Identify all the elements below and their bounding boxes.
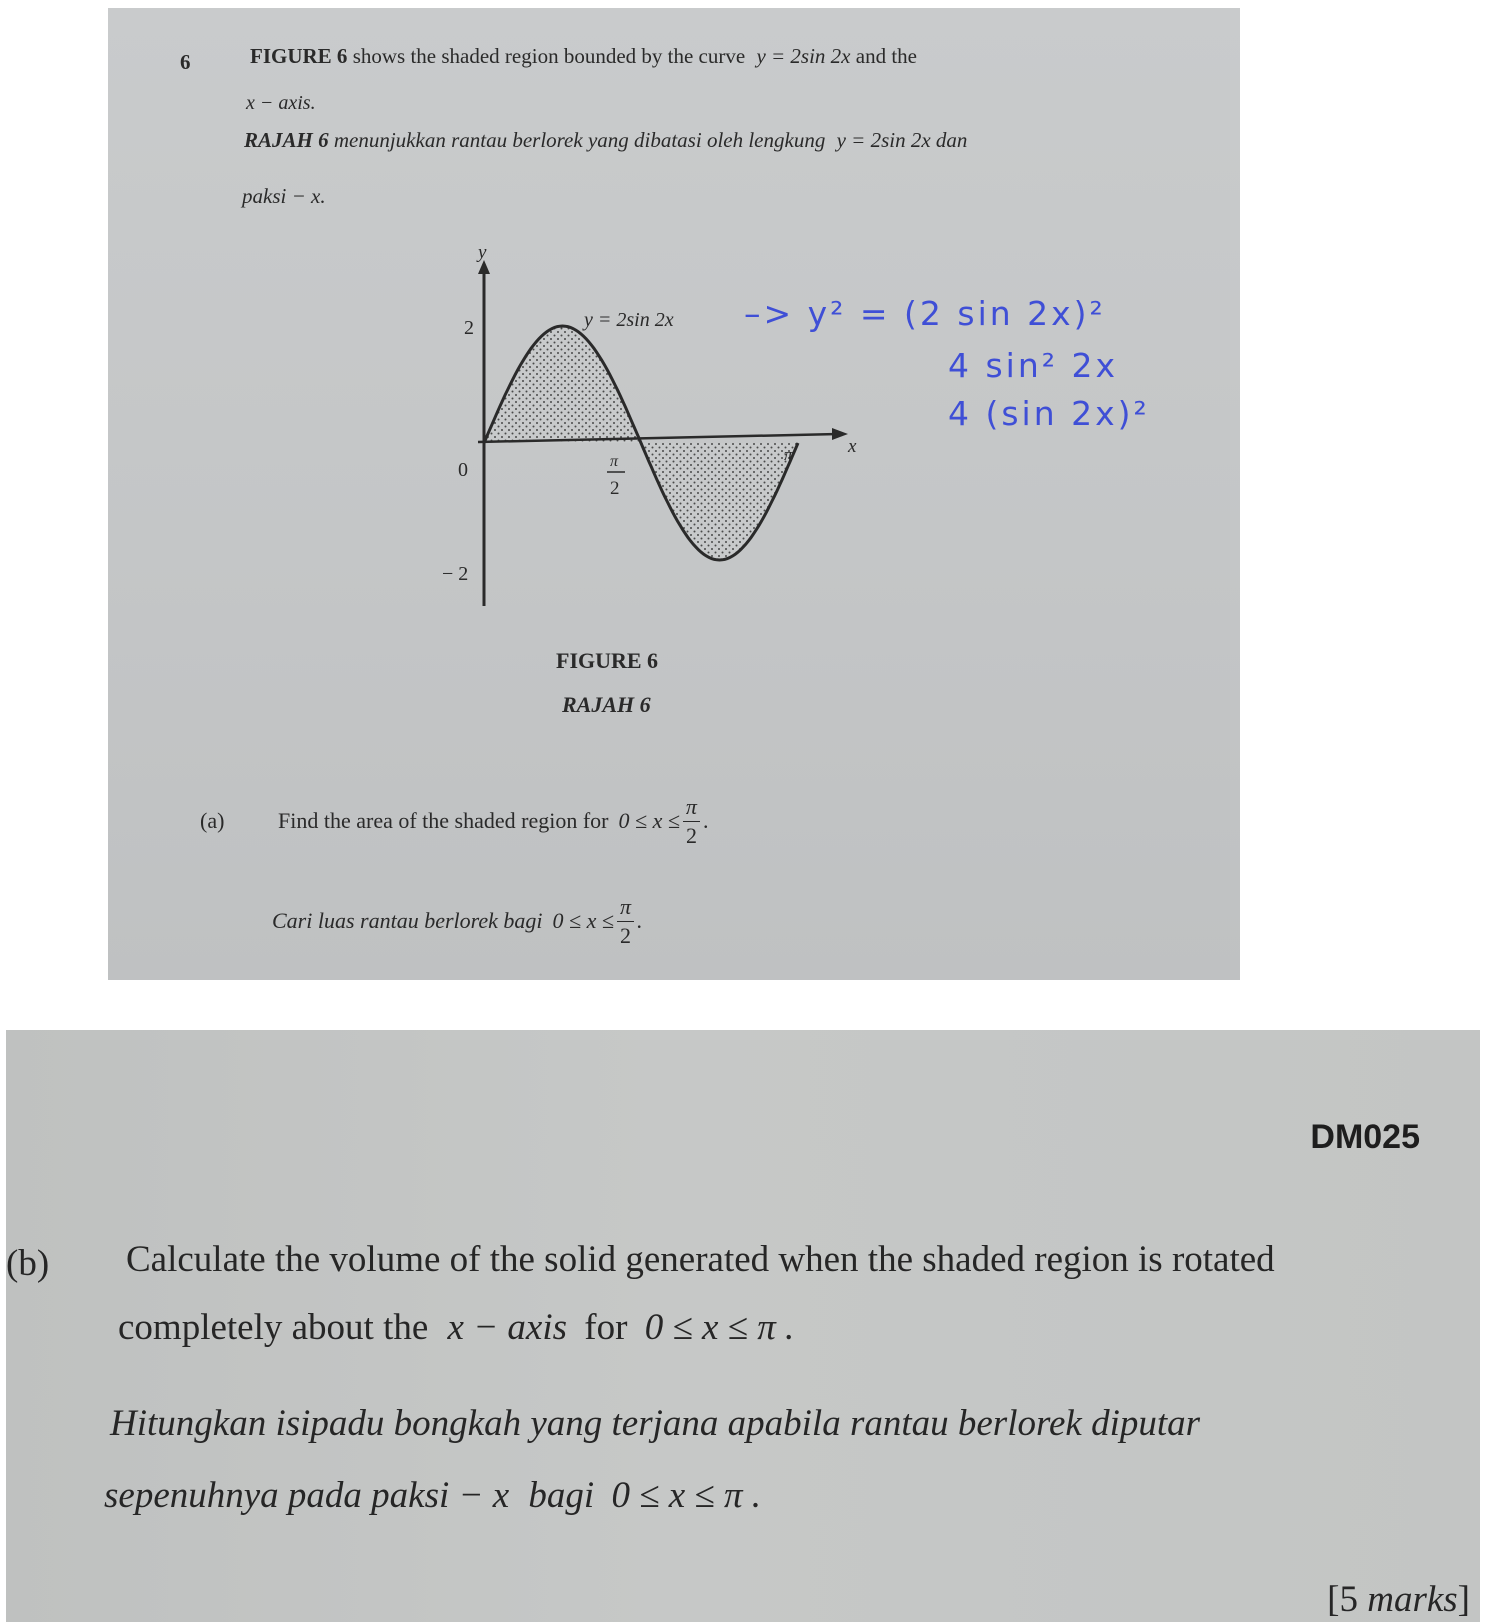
part-b-malay-condition: 0 ≤ x ≤ π . <box>611 1475 762 1516</box>
question-photo-top <box>108 8 1240 980</box>
part-a-fraction <box>683 793 700 848</box>
part-a-english: Find the area of the shaded region for 0 ≤ x ≤ $\frac{\pi}{2}$ . <box>278 793 709 848</box>
curve-label: y = 2sin 2x <box>584 309 674 331</box>
origin-label: 0 <box>458 459 468 481</box>
handwritten-note-line2: 4 sin² 2x <box>948 346 1119 385</box>
part-b-english-line1: Calculate the volume of the solid generated when the shaded region is rotated <box>126 1239 1275 1280</box>
intro-english-tail: and the <box>855 44 917 68</box>
paper-code: DM025 <box>1310 1118 1420 1156</box>
marks-label: [5 marks] <box>1327 1579 1470 1620</box>
part-a-condition: 0 ≤ x ≤ <box>618 808 680 833</box>
question-photo-bottom <box>6 1030 1480 1622</box>
intro-malay-tail: dan <box>935 128 968 152</box>
part-a-english-text: Find the area of the shaded region for <box>278 808 609 833</box>
curve-equation-malay: y = 2sin 2x <box>836 128 931 152</box>
part-b-english-text: completely about the <box>118 1307 429 1348</box>
x-axis-label: x <box>848 436 857 457</box>
part-a-malay: Cari luas rantau berlorek bagi 0 ≤ x ≤ $\frac{\pi}{2}$ . <box>272 893 643 948</box>
part-b-condition: 0 ≤ x ≤ π . <box>644 1307 795 1348</box>
intro-malay-text: menunjukkan rantau berlorek yang dibatasi oleh lengkung <box>333 128 826 152</box>
figure-caption-english: FIGURE 6 <box>556 648 659 673</box>
part-b-for: for <box>584 1307 628 1348</box>
part-a-malay-fraction-numerator: π <box>617 896 634 922</box>
part-b-malay-line2 <box>104 1474 761 1517</box>
part-a-label: (a) <box>200 808 225 833</box>
shaded-region-2 <box>641 443 798 560</box>
part-a-malay-text: Cari luas rantau berlorek bagi <box>272 908 543 933</box>
figure-caption-malay: RAJAH 6 <box>562 692 651 717</box>
part-a-malay-fraction <box>617 893 634 948</box>
part-b-label: (b) <box>6 1243 50 1284</box>
part-b-malay-text: sepenuhnya pada paksi − x <box>104 1475 510 1516</box>
x-axis-arrow <box>832 428 848 440</box>
intro-english-text: shows the shaded region bounded by the curve <box>352 44 746 68</box>
figure-ref-malay: RAJAH 6 <box>244 128 329 152</box>
figure-ref: FIGURE 6 <box>250 44 348 68</box>
part-a-fraction-numerator: π <box>683 796 700 822</box>
y-axis-label: y <box>478 242 487 263</box>
question-number: 6 <box>180 50 191 74</box>
intro-malay-line2: paksi − x. <box>242 184 326 208</box>
part-b-english-line2 <box>118 1306 794 1349</box>
part-a-fraction-denominator: 2 <box>685 822 697 848</box>
curve-equation: y = 2sin 2x <box>756 44 851 68</box>
x-tick-pi-over-2-denominator: 2 <box>610 478 620 499</box>
part-b-malay-bagi: bagi <box>528 1475 595 1516</box>
part-a-malay-condition: 0 ≤ x ≤ <box>552 908 614 933</box>
y-tick-2: 2 <box>464 317 474 339</box>
shaded-region-1 <box>484 326 641 443</box>
x-tick-pi: π <box>784 445 793 464</box>
handwritten-note-line1: –> y² = (2 sin 2x)² <box>744 294 1106 333</box>
y-tick-minus-2: − 2 <box>442 563 469 585</box>
part-b-malay-line1: Hitungkan isipadu bongkah yang terjana apabila rantau berlorek diputar <box>110 1403 1201 1444</box>
intro-english-line2: x − axis. <box>246 92 316 114</box>
part-b-axis: x − axis <box>447 1307 568 1348</box>
x-tick-pi-over-2-numerator: π <box>610 453 619 470</box>
handwritten-note-line3: 4 (sin 2x)² <box>948 394 1150 433</box>
part-a-malay-fraction-denominator: 2 <box>619 922 631 948</box>
